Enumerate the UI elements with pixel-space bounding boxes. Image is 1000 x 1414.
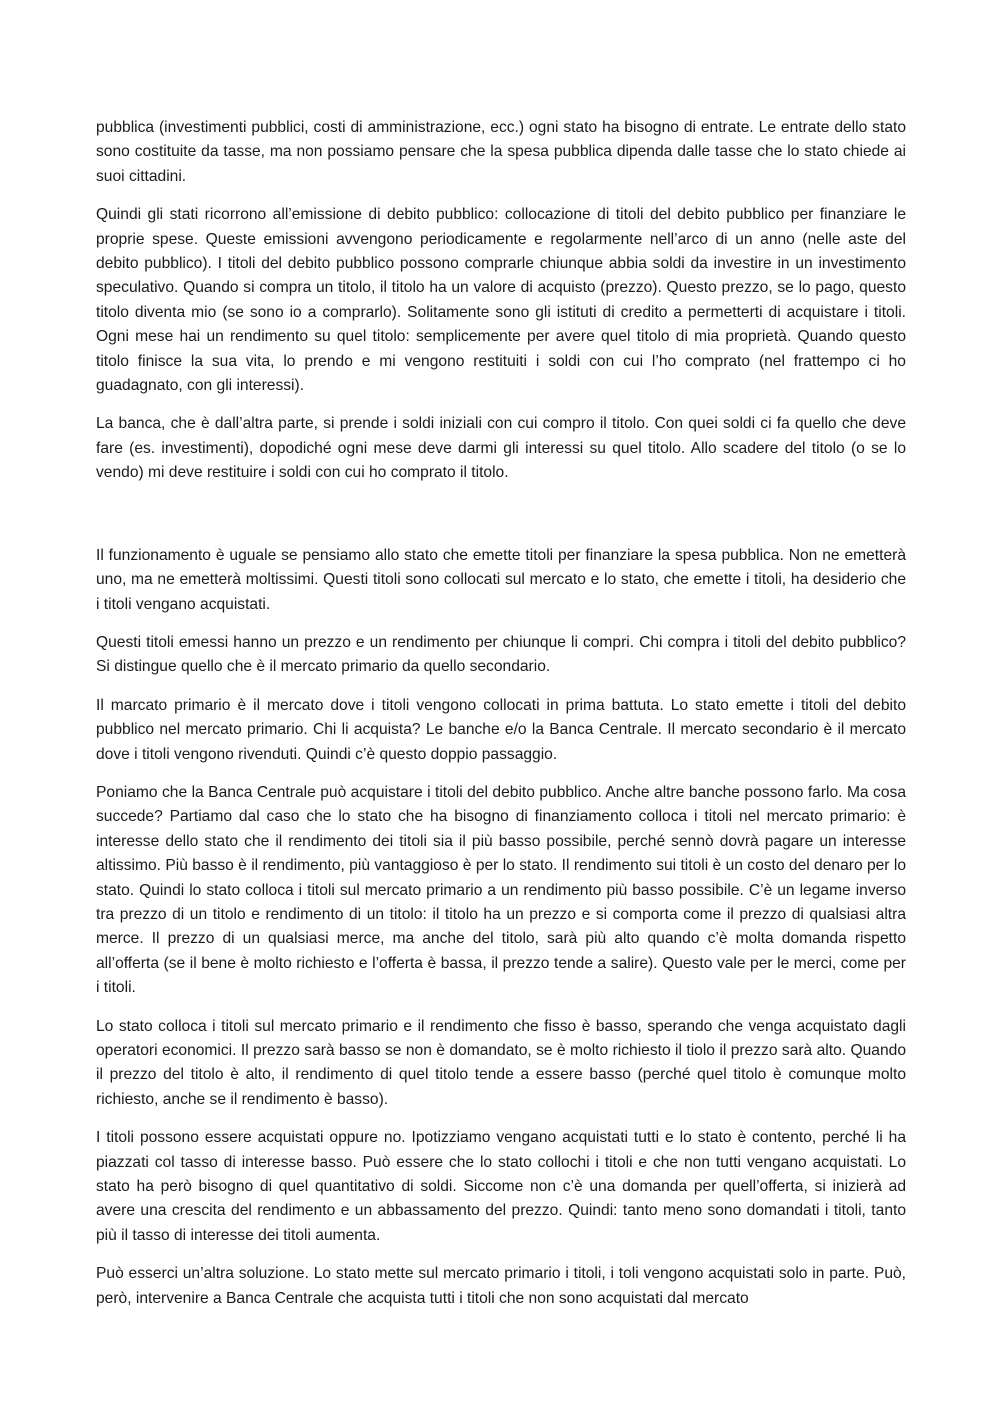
paragraph: I titoli possono essere acquistati oppure no. Ipotizziamo vengano acquistati tutti e lo stato è contento, perché li ha piazzati col tasso di interesse basso. Può essere che lo stato collochi i titoli e che non tutti vengano acquistati. Lo stato ha però bisogno di quel quantitativo di soldi. Siccome non c’è una domanda per quell’offerta, si inizierà ad avere una crescita del rendimento e un abbassamento del prezzo. Quindi: tanto meno sono domandati i titoli, tanto più il tasso di interesse dei titoli aumenta. bbox=[96, 1129, 906, 1244]
paragraph: Il marcato primario è il mercato dove i titoli vengono collocati in prima battuta. Lo stato emette i titoli del debito pubblico nel mercato primario. Chi li acquista? Le banche e/o la Banca Centrale. Il mercato secondario è il mercato dove i titoli vengono rivenduti. Quindi c’è questo doppio passaggio. bbox=[96, 696, 906, 763]
paragraph: pubblica (investimenti pubblici, costi di amministrazione, ecc.) ogni stato ha bisogno di entrate. Le entrate dello stato sono costituite da tasse, ma non possiamo pensare che la spesa pubblica dipenda dalle tasse che lo stato chiede ai suoi cittadini. bbox=[96, 119, 906, 185]
paragraph: Quindi gli stati ricorrono all’emissione di debito pubblico: collocazione di titoli del debito pubblico per finanziare le proprie spese. Queste emissioni avvengono periodicamente e regolarmente nell’arco di un anno (nelle aste del debito pubblico). I titoli del debito pubblico possono comprarle chiunque abbia soldi da investire in un investimento speculativo. Quando si compra un titolo, il titolo ha un valore di acquisto (prezzo). Questo prezzo, se lo pago, questo titolo diventa mio (se sono io a comprarlo). Solitamente sono gli istituti di credito a permetterti di acquistare i titoli. Ogni mese hai un rendimento su quel titolo: semplicemente per avere quel titolo di mia proprietà. Quando questo titolo finisce la sua vita, lo prendo e mi vengono restituiti i soldi con cui l’ho comprato (nel frattempo ci ho guadagnato, con gli interessi). bbox=[96, 206, 906, 395]
document-page bbox=[96, 116, 906, 1325]
paragraph: Può esserci un’altra soluzione. Lo stato mette sul mercato primario i titoli, i toli vengono acquistati solo in parte. Può, però, intervenire a Banca Centrale che acquista tutti i titoli che non sono acquistati dal mercato bbox=[96, 1265, 906, 1307]
paragraph: Lo stato colloca i titoli sul mercato primario e il rendimento che fisso è basso, sperando che venga acquistato dagli operatori economici. Il prezzo sarà basso se non è domandato, se è molto richiesto il tiolo il prezzo sarà alto. Quando il prezzo del titolo è alto, il rendimento di quel titolo tende a essere basso (perché quel titolo è comunque molto richiesto, anche se il rendimento è basso). bbox=[96, 1017, 906, 1108]
paragraph: Poniamo che la Banca Centrale può acquistare i titoli del debito pubblico. Anche altre banche possono farlo. Ma cosa succede? Partiamo dal caso che lo stato che ha bisogno di finanziamento colloca i titoli nel mercato primario: è interesse dello stato che il rendimento dei titoli sia il più basso possibile, perché sennò dovrà pagare un interesse altissimo. Più basso è il rendimento, più vantaggioso è per lo stato. Il rendimento sui titoli è un costo del denaro per lo stato. Quindi lo stato colloca i titoli sul mercato primario a un rendimento più basso possibile. C’è un legame inverso tra prezzo di un titolo e rendimento di un titolo: il titolo ha un prezzo e si comporta come il prezzo di qualsiasi altra merce. Il prezzo di un qualsiasi merce, ma anche del titolo, sarà più alto quando c’è molta domanda rispetto all’offerta (se il bene è molto richiesto e l’offerta è bassa, il prezzo tende a salire). Questo vale per le merci, come per i titoli. bbox=[96, 783, 906, 997]
paragraph: Questi titoli emessi hanno un prezzo e un rendimento per chiunque li compri. Chi compra i titoli del debito pubblico? Si distingue quello che è il mercato primario da quello secondario. bbox=[96, 633, 906, 676]
paragraph: La banca, che è dall’altra parte, si prende i soldi iniziali con cui compro il titolo. Con quei soldi ci fa quello che deve fare (es. investimenti), dopodiché ogni mese deve darmi gli interessi su quel titolo. Allo scadere del titolo (o se lo vendo) mi deve restituire i soldi con cui ho comprato il titolo. bbox=[96, 415, 906, 482]
paragraph: Il funzionamento è uguale se pensiamo allo stato che emette titoli per finanziare la spesa pubblica. Non ne emetterà uno, ma ne emetterà moltissimi. Questi titoli sono collocati sul mercato e lo stato, che emette i titoli, ha desiderio che i titoli vengano acquistati. bbox=[96, 546, 906, 613]
